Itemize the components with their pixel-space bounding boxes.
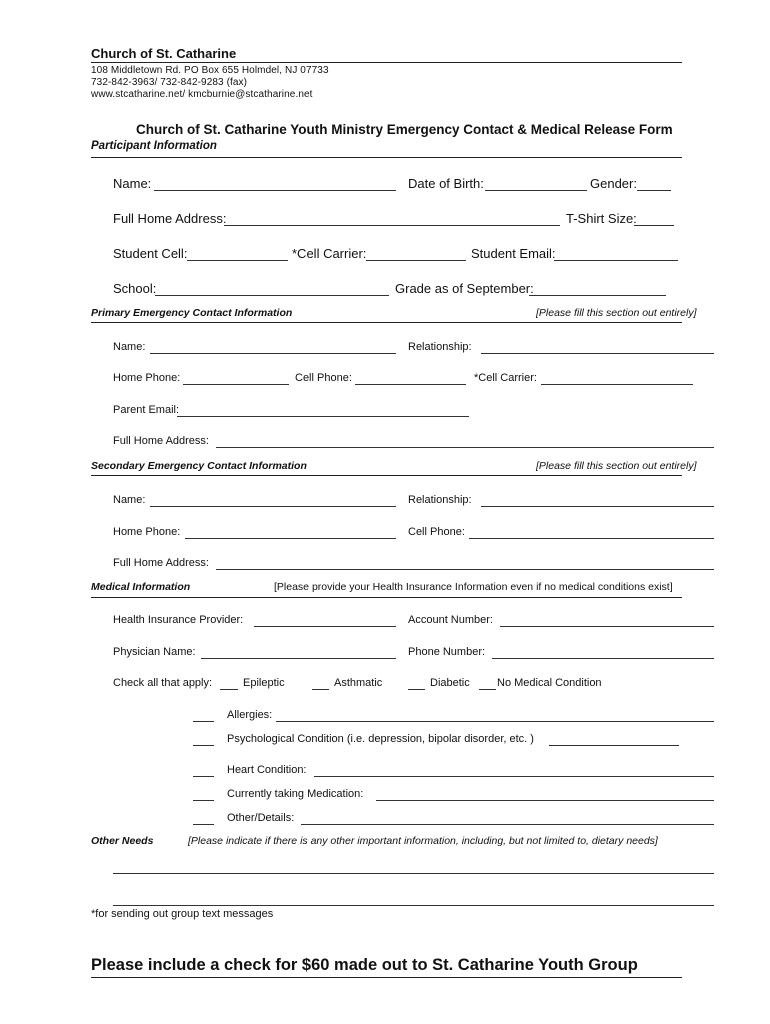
other-field[interactable]	[301, 824, 714, 825]
physician-phone-field[interactable]	[492, 658, 714, 659]
participant-address-label: Full Home Address:	[113, 211, 227, 226]
medical-heading: Medical Information	[91, 581, 191, 593]
secondary-cell-phone-field[interactable]	[469, 538, 714, 539]
physician-field[interactable]	[201, 658, 396, 659]
participant-address-field[interactable]	[224, 225, 560, 226]
primary-home-phone-label: Home Phone:	[113, 372, 181, 384]
primary-address-label: Full Home Address:	[113, 435, 209, 447]
parent-email-field[interactable]	[177, 416, 469, 417]
tshirt-label: T-Shirt Size:	[566, 211, 637, 226]
secondary-note: [Please fill this section out entirely]	[536, 460, 697, 472]
diabetic-label: Diabetic	[430, 677, 470, 689]
secondary-name-field[interactable]	[150, 506, 396, 507]
secondary-relationship-label: Relationship:	[408, 494, 472, 506]
parent-email-label: Parent Email:	[113, 404, 180, 416]
dob-field[interactable]	[485, 190, 587, 191]
secondary-relationship-field[interactable]	[481, 506, 714, 507]
primary-address-field[interactable]	[216, 447, 714, 448]
psych-checkbox[interactable]	[193, 745, 214, 746]
student-cell-label: Student Cell:	[113, 246, 188, 261]
other-needs-line-2[interactable]	[113, 905, 714, 906]
secondary-divider	[91, 475, 682, 476]
allergies-checkbox[interactable]	[193, 721, 214, 722]
primary-relationship-field[interactable]	[481, 353, 714, 354]
physician-label: Physician Name:	[113, 646, 196, 658]
primary-cell-phone-field[interactable]	[355, 384, 466, 385]
student-email-field[interactable]	[554, 260, 678, 261]
psych-label: Psychological Condition (i.e. depression, bipolar disorder, etc. )	[227, 733, 534, 745]
primary-note: [Please fill this section out entirely]	[536, 307, 697, 319]
account-field[interactable]	[500, 626, 714, 627]
insurance-field[interactable]	[254, 626, 396, 627]
form-title: Church of St. Catharine Youth Ministry Emergency Contact & Medical Release Form	[136, 122, 673, 137]
church-address: 108 Middletown Rd. PO Box 655 Holmdel, NJ 07733	[91, 65, 329, 76]
heart-label: Heart Condition:	[227, 764, 307, 776]
heart-checkbox[interactable]	[193, 776, 214, 777]
secondary-cell-phone-label: Cell Phone:	[408, 526, 465, 538]
check-all-label: Check all that apply:	[113, 677, 213, 689]
grade-label: Grade as of September:	[395, 281, 534, 296]
church-web-email: www.stcatharine.net/ kmcburnie@stcatharine.net	[91, 89, 313, 100]
other-needs-note: [Please indicate if there is any other important information, including, but not limited to, dietary needs]	[188, 835, 658, 847]
participant-divider	[91, 157, 682, 158]
medication-label: Currently taking Medication:	[227, 788, 364, 800]
primary-name-label: Name:	[113, 341, 146, 353]
payment-note: Please include a check for $60 made out to St. Catharine Youth Group	[91, 956, 638, 974]
primary-carrier-label: *Cell Carrier:	[474, 372, 537, 384]
epileptic-checkbox[interactable]	[220, 689, 238, 690]
secondary-home-phone-label: Home Phone:	[113, 526, 181, 538]
no-condition-label: No Medical Condition	[497, 677, 602, 689]
asthmatic-label: Asthmatic	[334, 677, 383, 689]
participant-name-label: Name:	[113, 176, 152, 191]
primary-carrier-field[interactable]	[541, 384, 693, 385]
heart-field[interactable]	[314, 776, 714, 777]
psych-field[interactable]	[549, 745, 679, 746]
primary-relationship-label: Relationship:	[408, 341, 472, 353]
medical-divider	[91, 597, 682, 598]
primary-home-phone-field[interactable]	[183, 384, 289, 385]
other-label: Other/Details:	[227, 812, 295, 824]
epileptic-label: Epileptic	[243, 677, 285, 689]
no-condition-checkbox[interactable]	[479, 689, 496, 690]
other-needs-heading: Other Needs	[91, 835, 154, 847]
footnote: *for sending out group text messages	[91, 908, 274, 920]
primary-divider	[91, 322, 682, 323]
physician-phone-label: Phone Number:	[408, 646, 486, 658]
participant-name-field[interactable]	[154, 190, 396, 191]
diabetic-checkbox[interactable]	[408, 689, 425, 690]
student-carrier-label: *Cell Carrier:	[292, 246, 367, 261]
secondary-address-field[interactable]	[216, 569, 714, 570]
medication-field[interactable]	[376, 800, 714, 801]
header-divider	[91, 62, 682, 63]
school-field[interactable]	[155, 295, 389, 296]
primary-heading: Primary Emergency Contact Information	[91, 307, 293, 319]
gender-label: Gender:	[590, 176, 637, 191]
secondary-home-phone-field[interactable]	[185, 538, 396, 539]
student-email-label: Student Email:	[471, 246, 556, 261]
other-needs-line-1[interactable]	[113, 873, 714, 874]
other-checkbox[interactable]	[193, 824, 214, 825]
primary-cell-phone-label: Cell Phone:	[295, 372, 352, 384]
gender-field[interactable]	[637, 190, 671, 191]
medical-note: [Please provide your Health Insurance Information even if no medical conditions exist]	[274, 581, 673, 593]
secondary-address-label: Full Home Address:	[113, 557, 209, 569]
student-cell-field[interactable]	[187, 260, 288, 261]
allergies-label: Allergies:	[227, 709, 273, 721]
footer-divider	[91, 977, 682, 978]
grade-field[interactable]	[529, 295, 666, 296]
primary-name-field[interactable]	[150, 353, 396, 354]
student-carrier-field[interactable]	[366, 260, 466, 261]
allergies-field[interactable]	[276, 721, 714, 722]
medication-checkbox[interactable]	[193, 800, 214, 801]
church-phones: 732-842-3963/ 732-842-9283 (fax)	[91, 77, 248, 88]
asthmatic-checkbox[interactable]	[312, 689, 329, 690]
tshirt-field[interactable]	[634, 225, 674, 226]
participant-heading: Participant Information	[91, 140, 217, 152]
church-name: Church of St. Catharine	[91, 46, 237, 61]
account-label: Account Number:	[408, 614, 493, 626]
secondary-heading: Secondary Emergency Contact Information	[91, 460, 307, 472]
secondary-name-label: Name:	[113, 494, 146, 506]
dob-label: Date of Birth:	[408, 176, 484, 191]
school-label: School:	[113, 281, 157, 296]
insurance-label: Health Insurance Provider:	[113, 614, 244, 626]
